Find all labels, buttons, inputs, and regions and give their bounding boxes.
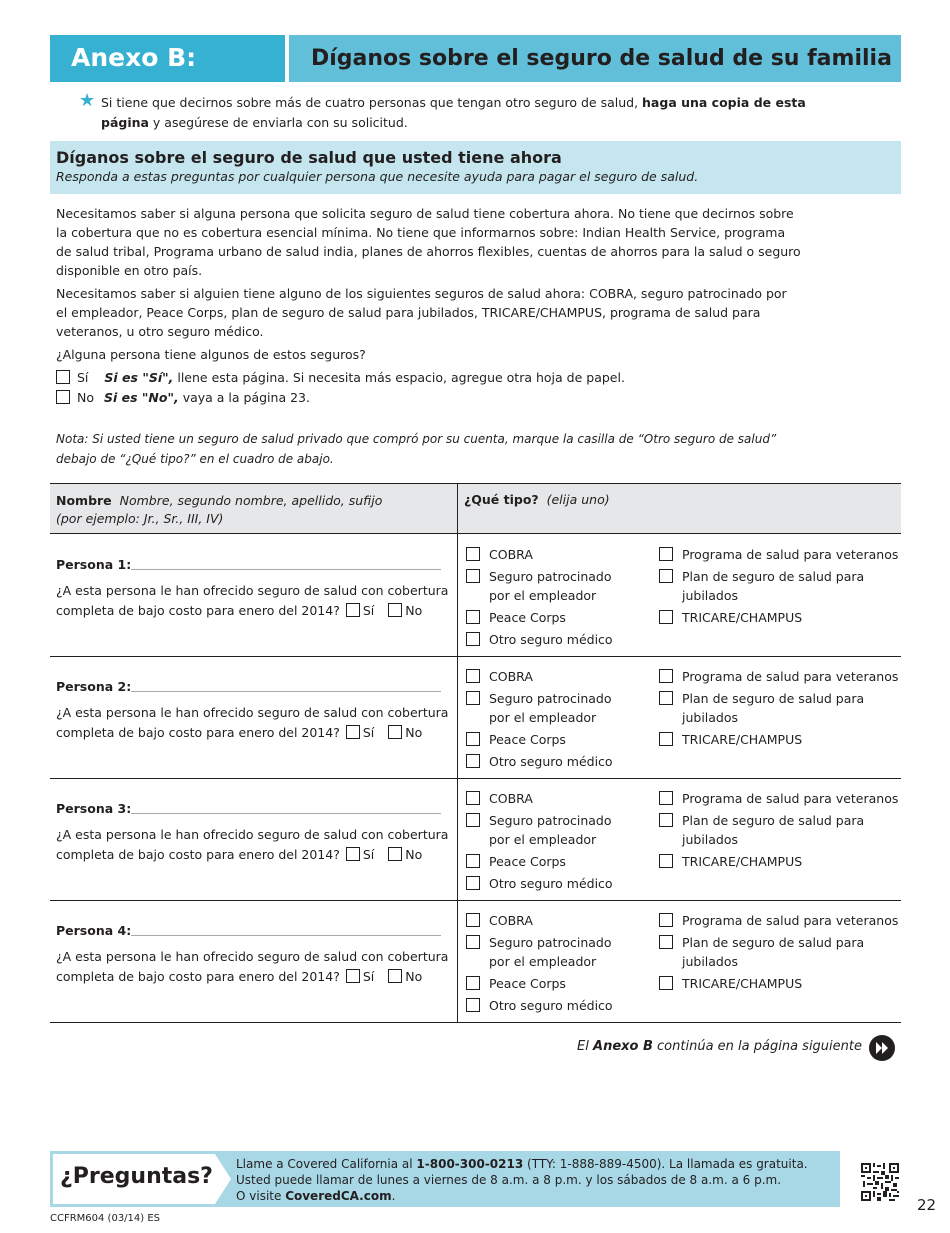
questions-footer: [50, 1151, 840, 1207]
insurance-type-label: Peace Corps: [489, 976, 566, 991]
insurance-type-checkbox[interactable]: [659, 791, 673, 805]
insurance-type-checkbox[interactable]: [466, 813, 480, 827]
page-header: [50, 35, 901, 82]
offer-yes-checkbox[interactable]: [346, 969, 360, 983]
insurance-type-checkbox[interactable]: [659, 732, 673, 746]
no-instruction-bold: Si es "No",: [103, 390, 179, 405]
insurance-type-label: Plan de seguro de salud para: [682, 813, 865, 828]
insurance-type-label: COBRA: [489, 913, 533, 928]
insurance-type-label: Programa de salud para veteranos: [682, 791, 899, 806]
insurance-type-checkbox[interactable]: [466, 632, 480, 646]
insurance-type-label: Plan de seguro de salud para: [682, 569, 865, 584]
page-number: 22: [917, 1196, 937, 1214]
offer-yes-label: Sí: [362, 603, 375, 618]
no-label: No: [77, 390, 94, 405]
insurance-type-checkbox[interactable]: [466, 754, 480, 768]
star-note-text: Si tiene que decirnos sobre más de cuatro personas que tengan otro seguro de salud,: [101, 95, 643, 110]
form-code: CCFRM604 (03/14) ES: [50, 1213, 161, 1224]
continues-post: continúa en la página siguiente: [652, 1039, 862, 1054]
questions-label: ¿Preguntas?: [53, 1154, 215, 1204]
name-header-detail: Nombre, segundo nombre, apellido, sufijo (por ejemplo: Jr., Sr., III, IV): [56, 493, 383, 526]
person-label: Persona 4:: [56, 923, 132, 938]
yes-instruction-bold: Si es "Sí",: [104, 370, 174, 385]
offer-yes-label: Sí: [362, 725, 375, 740]
insurance-type-checkbox[interactable]: [466, 569, 480, 583]
insurance-type-checkbox[interactable]: [659, 547, 673, 561]
offer-question-line1: ¿A esta persona le han ofrecido seguro de salud con cobertura: [56, 827, 449, 842]
footer-line3: O visite: [236, 1189, 286, 1203]
person-name-field[interactable]: [131, 569, 441, 570]
insurance-type-checkbox[interactable]: [466, 610, 480, 624]
table-header: [50, 484, 901, 534]
offer-no-checkbox[interactable]: [388, 969, 402, 983]
no-instruction: vaya a la página 23.: [178, 390, 310, 405]
insurance-type-label: Programa de salud para veteranos: [682, 547, 899, 562]
insurance-type-checkbox[interactable]: [466, 935, 480, 949]
page-title: Díganos sobre el seguro de salud de su familia: [289, 35, 901, 82]
name-header-bold: Nombre: [56, 493, 112, 508]
person-label: Persona 3:: [56, 801, 132, 816]
insurance-type-label: por el empleador: [489, 954, 597, 969]
insurance-type-label: Plan de seguro de salud para: [682, 691, 865, 706]
insurance-type-label: por el empleador: [489, 588, 597, 603]
insurance-type-checkbox[interactable]: [466, 876, 480, 890]
insurance-type-label: jubilados: [682, 832, 739, 847]
offer-question-line1: ¿A esta persona le han ofrecido seguro de salud con cobertura: [56, 583, 449, 598]
yes-instruction: llene esta página. Si necesita más espacio, agregue otra hoja de papel.: [173, 370, 625, 385]
footer-text: [236, 1156, 836, 1204]
offer-question-line2: completa de bajo costo para enero del 2014?: [56, 725, 340, 740]
footer-line1: Llame a Covered California al: [236, 1157, 417, 1171]
person-name-field[interactable]: [131, 813, 441, 814]
insurance-type-label: TRICARE/CHAMPUS: [682, 976, 803, 991]
insurance-type-label: por el empleador: [489, 710, 597, 725]
offer-no-label: No: [405, 603, 423, 618]
offer-no-label: No: [405, 847, 423, 862]
type-header-detail: (elija uno): [546, 492, 610, 507]
insurance-type-label: Otro seguro médico: [489, 876, 613, 891]
insurance-type-checkbox[interactable]: [466, 732, 480, 746]
insurance-type-label: Programa de salud para veteranos: [682, 913, 899, 928]
offer-question-line1: ¿A esta persona le han ofrecido seguro de salud con cobertura: [56, 949, 449, 964]
qr-code-icon: [861, 1163, 899, 1201]
yes-checkbox[interactable]: [56, 370, 70, 384]
insurance-type-label: Otro seguro médico: [489, 632, 613, 647]
insurance-type-label: COBRA: [489, 791, 533, 806]
offer-no-checkbox[interactable]: [388, 725, 402, 739]
offer-question: [56, 703, 451, 743]
insurance-type-checkbox[interactable]: [659, 691, 673, 705]
offer-question: [56, 581, 451, 621]
continues-note: [577, 1039, 862, 1054]
insurance-type-label: Otro seguro médico: [489, 754, 613, 769]
offer-question: [56, 825, 451, 865]
person-row: [50, 779, 901, 901]
no-checkbox[interactable]: [56, 390, 70, 404]
offer-question-line2: completa de bajo costo para enero del 2014?: [56, 603, 340, 618]
footer-line1-end: (TTY: 1-888-889-4500). La llamada es gratuita.: [523, 1157, 808, 1171]
name-column-header: [56, 492, 386, 528]
insurance-type-checkbox[interactable]: [466, 976, 480, 990]
continues-bold: Anexo B: [593, 1039, 653, 1054]
insurance-table: [50, 483, 901, 1023]
insurance-type-label: Otro seguro médico: [489, 998, 613, 1013]
footer-line2: Usted puede llamar de lunes a viernes de 8 a.m. a 8 p.m. y los sábados de 8 a.m. a 6 p.m.: [236, 1173, 782, 1187]
type-header-bold: ¿Qué tipo?: [464, 492, 539, 507]
yes-label: Sí: [77, 370, 89, 385]
insurance-type-label: Seguro patrocinado: [489, 813, 612, 828]
offer-no-label: No: [405, 969, 423, 984]
offer-no-checkbox[interactable]: [388, 603, 402, 617]
insurance-type-checkbox[interactable]: [466, 669, 480, 683]
insurance-type-checkbox[interactable]: [659, 913, 673, 927]
insurance-type-checkbox[interactable]: [466, 913, 480, 927]
insurance-type-label: Seguro patrocinado: [489, 935, 612, 950]
person-name-field[interactable]: [131, 935, 441, 936]
insurance-type-label: COBRA: [489, 669, 533, 684]
insurance-type-checkbox[interactable]: [466, 998, 480, 1012]
insurance-type-label: Plan de seguro de salud para: [682, 935, 865, 950]
insurance-type-checkbox[interactable]: [659, 935, 673, 949]
offer-yes-checkbox[interactable]: [346, 847, 360, 861]
coverage-question: ¿Alguna persona tiene algunos de estos seguros?: [56, 347, 366, 362]
insurance-type-label: Peace Corps: [489, 732, 566, 747]
website-link[interactable]: CoveredCA.com: [285, 1189, 392, 1203]
annex-label: Anexo B:: [50, 35, 285, 82]
person-name-field[interactable]: [131, 691, 441, 692]
insurance-type-checkbox[interactable]: [659, 976, 673, 990]
insurance-type-checkbox[interactable]: [659, 569, 673, 583]
offer-yes-label: Sí: [362, 847, 375, 862]
section-title: Díganos sobre el seguro de salud que usted tiene ahora: [56, 148, 562, 167]
option-no: [56, 390, 310, 405]
note: Nota: Si usted tiene un seguro de salud privado que compró por su cuenta, marque la casilla de “Otro seguro de salud” debajo de “¿Qué tipo?” en el cuadro de abajo.: [56, 432, 777, 466]
insurance-type-checkbox[interactable]: [466, 547, 480, 561]
offer-yes-label: Sí: [362, 969, 375, 984]
insurance-type-checkbox[interactable]: [659, 854, 673, 868]
person-label: Persona 1:: [56, 557, 132, 572]
insurance-type-label: TRICARE/CHAMPUS: [682, 732, 803, 747]
insurance-type-checkbox[interactable]: [466, 854, 480, 868]
offer-no-label: No: [405, 725, 423, 740]
offer-no-checkbox[interactable]: [388, 847, 402, 861]
paragraph-1: Necesitamos saber si alguna persona que solicita seguro de salud tiene cobertura ahora. No tiene que decirnos sobre la cobertura que no es cobertura esencial mínima. No tiene que informarnos sobre: Indian Health Service, programa de salud tribal, Programa urbano de salud india, planes de ahorros flexibles, cuentas de ahorros para la salud o seguro disponible en otro país.: [56, 206, 801, 278]
paragraph-2: Necesitamos saber si alguien tiene alguno de los siguientes seguros de salud ahora: COBRA, seguro patrocinado por el empleador, Peace Corps, plan de seguro de salud para jubilados, TRICARE/CHAMPUS, programa de salud para veteranos, u otro seguro médico.: [56, 286, 787, 339]
type-column-header: [464, 492, 610, 507]
insurance-type-checkbox[interactable]: [659, 669, 673, 683]
offer-question-line2: completa de bajo costo para enero del 2014?: [56, 847, 340, 862]
star-note-bold: haga una copia de esta página: [101, 95, 806, 130]
insurance-type-label: Peace Corps: [489, 854, 566, 869]
insurance-type-checkbox[interactable]: [466, 691, 480, 705]
offer-yes-checkbox[interactable]: [346, 603, 360, 617]
star-icon: ★: [79, 90, 96, 111]
person-label: Persona 2:: [56, 679, 132, 694]
person-row: [50, 901, 901, 1023]
star-note-text-end: y asegúrese de enviarla con su solicitud.: [148, 115, 408, 130]
insurance-type-checkbox[interactable]: [659, 813, 673, 827]
person-row: [50, 535, 901, 657]
offer-question-line1: ¿A esta persona le han ofrecido seguro de salud con cobertura: [56, 705, 449, 720]
insurance-type-label: Seguro patrocinado: [489, 569, 612, 584]
option-yes: [56, 370, 625, 385]
offer-yes-checkbox[interactable]: [346, 725, 360, 739]
continues-pre: El: [577, 1039, 594, 1054]
next-page-icon: [869, 1035, 895, 1061]
phone-number: 1-800-300-0213: [416, 1157, 524, 1171]
insurance-type-label: Peace Corps: [489, 610, 566, 625]
insurance-type-label: COBRA: [489, 547, 533, 562]
insurance-type-label: TRICARE/CHAMPUS: [682, 854, 803, 869]
star-note: [79, 90, 839, 133]
insurance-type-label: por el empleador: [489, 832, 597, 847]
insurance-type-label: Seguro patrocinado: [489, 691, 612, 706]
person-row: [50, 657, 901, 779]
insurance-type-checkbox[interactable]: [466, 791, 480, 805]
section-band: [50, 141, 901, 194]
footer-line3-end: .: [391, 1189, 396, 1203]
offer-question: [56, 947, 451, 987]
insurance-type-label: jubilados: [682, 588, 739, 603]
insurance-type-label: jubilados: [682, 710, 739, 725]
insurance-type-label: jubilados: [682, 954, 739, 969]
offer-question-line2: completa de bajo costo para enero del 2014?: [56, 969, 340, 984]
section-subtitle: Responda a estas preguntas por cualquier persona que necesite ayuda para pagar el seguro de salud.: [56, 169, 699, 184]
insurance-type-checkbox[interactable]: [659, 610, 673, 624]
insurance-type-label: TRICARE/CHAMPUS: [682, 610, 803, 625]
insurance-type-label: Programa de salud para veteranos: [682, 669, 899, 684]
